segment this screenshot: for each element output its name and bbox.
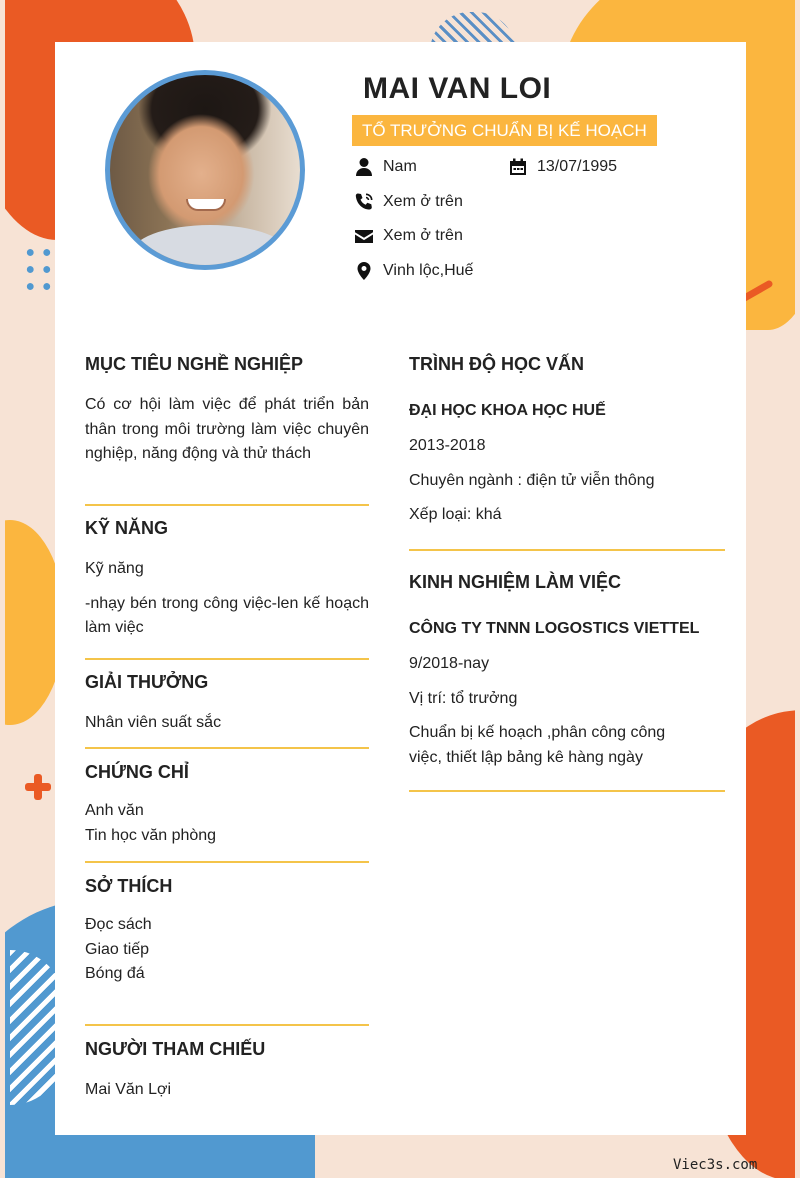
avatar-smile: [186, 199, 226, 211]
skills-section: [85, 518, 369, 641]
certificates-heading: CHỨNG CHỈ: [85, 762, 189, 782]
birthdate-value: 13/07/1995: [537, 158, 618, 175]
birthdate-info: [507, 156, 617, 178]
candidate-name: MAI VAN LOI: [363, 72, 552, 105]
envelope-icon: [353, 225, 375, 247]
career-objective-text: Có cơ hội làm việc để phát triển bản thân trong môi trường làm việc chuyên nghiệp, năng động và thử thách: [85, 396, 369, 462]
email-info: [353, 225, 463, 247]
hobbies-item: Đọc sách: [85, 916, 152, 933]
references-section: [85, 1039, 369, 1103]
separator: [85, 504, 369, 506]
email-value: Xem ở trên: [383, 227, 463, 244]
hobbies-item: Giao tiếp: [85, 940, 150, 958]
skills-item: -nhạy bén trong công việc-len kế hoạch làm việc: [85, 594, 369, 636]
person-icon: [353, 156, 375, 178]
references-item: Mai Văn Lợi: [85, 1081, 172, 1098]
address-value: Vinh lộc,Huế: [383, 262, 474, 279]
education-school: ĐẠI HỌC KHOA HỌC HUẾ: [409, 402, 606, 419]
avatar: [105, 70, 305, 270]
separator: [85, 1024, 369, 1026]
avatar-shirt: [130, 225, 290, 270]
address-info: [353, 260, 473, 282]
education-period: 2013-2018: [409, 437, 486, 454]
experience-period: 9/2018-nay: [409, 655, 490, 672]
job-title-badge: TỔ TRƯỞNG CHUẨN BỊ KẾ HOẠCH: [352, 115, 657, 146]
gender-info: [353, 156, 417, 178]
education-section: [409, 354, 725, 528]
education-heading: TRÌNH ĐỘ HỌC VẤN: [409, 354, 584, 374]
gender-value: Nam: [383, 158, 417, 175]
awards-item: Nhân viên suất sắc: [85, 714, 222, 731]
skills-item: Kỹ năng: [85, 560, 144, 577]
separator: [409, 549, 725, 551]
phone-info: [353, 191, 463, 213]
education-major: Chuyên ngành : điện tử viễn thông: [409, 471, 655, 489]
phone-icon: [353, 191, 375, 213]
experience-section: [409, 572, 725, 770]
calendar-icon: [507, 156, 529, 178]
experience-position: Vị trí: tổ trưởng: [409, 689, 518, 707]
certificates-section: [85, 762, 369, 848]
separator: [85, 747, 369, 749]
watermark: Viec3s.com: [673, 1157, 758, 1173]
career-objective-heading: MỤC TIÊU NGHỀ NGHIỆP: [85, 354, 304, 374]
skills-heading: KỸ NĂNG: [85, 518, 169, 538]
separator: [409, 790, 725, 792]
phone-value: Xem ở trên: [383, 193, 463, 210]
hobbies-section: [85, 876, 369, 987]
resume-card: [55, 42, 746, 1135]
left-column: [85, 354, 369, 467]
hobbies-item: Bóng đá: [85, 965, 145, 982]
experience-description: Chuẩn bị kế hoạch ,phân công công việc, thiết lập bảng kê hàng ngày: [409, 724, 666, 766]
certificates-item: Anh văn: [85, 802, 144, 819]
awards-heading: GIẢI THƯỞNG: [85, 672, 209, 692]
hobbies-heading: SỞ THÍCH: [85, 876, 173, 896]
references-heading: NGƯỜI THAM CHIẾU: [85, 1039, 266, 1059]
plus-decoration: [25, 774, 51, 800]
certificates-item: Tin học văn phòng: [85, 826, 217, 844]
awards-section: [85, 672, 369, 736]
education-grade: Xếp loại: khá: [409, 506, 502, 523]
experience-heading: KINH NGHIỆM LÀM VIỆC: [409, 572, 622, 592]
separator: [85, 658, 369, 660]
location-pin-icon: [353, 260, 375, 282]
experience-company: CÔNG TY TNNN LOGOSTICS VIETTEL: [409, 620, 700, 637]
separator: [85, 861, 369, 863]
